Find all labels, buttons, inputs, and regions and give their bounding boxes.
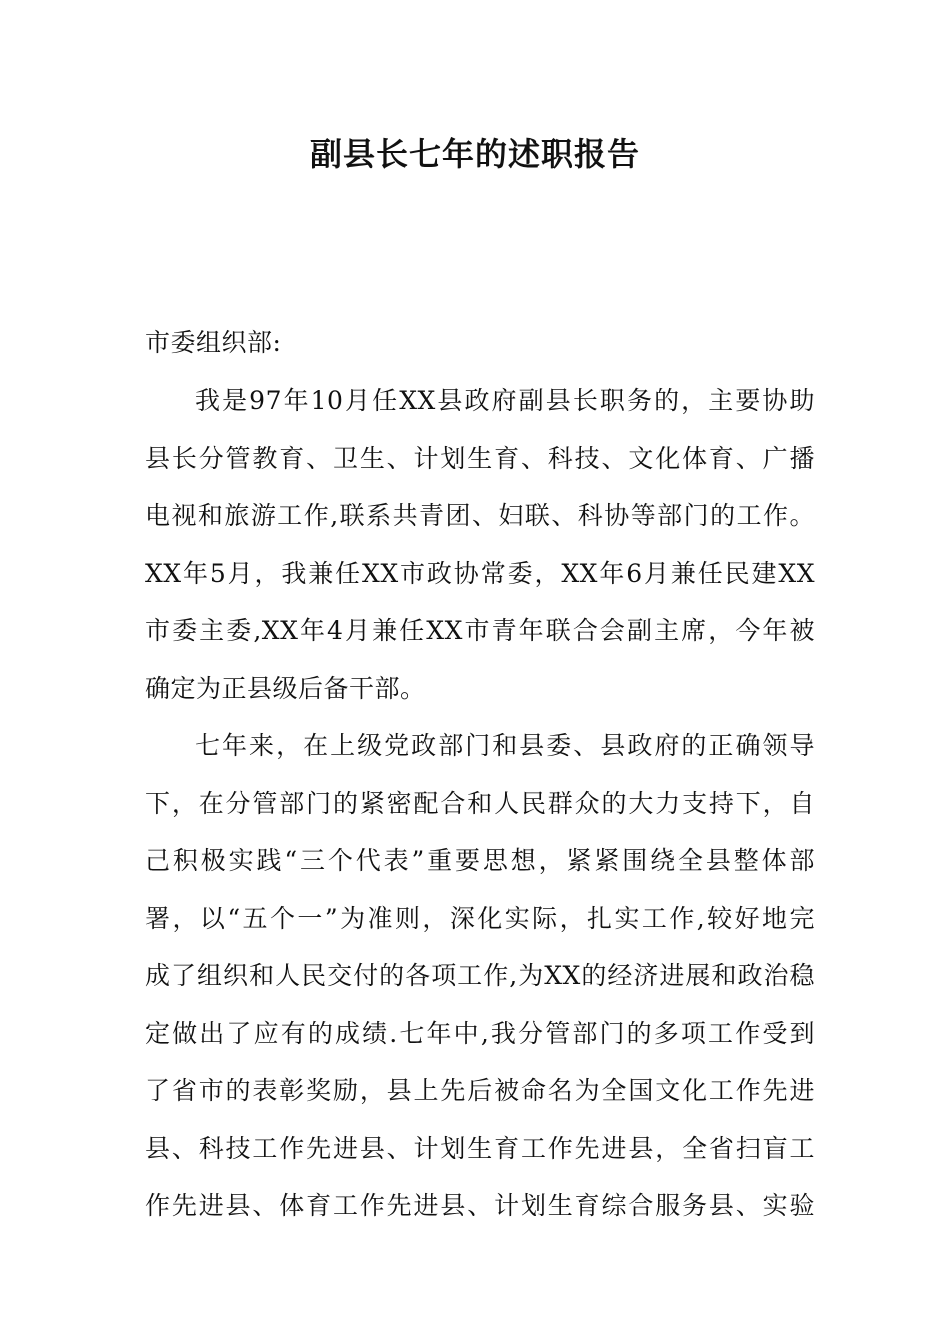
- paragraph-line: 署，以“五个一”为准则，深化实际，扎实工作,较好地完: [145, 903, 815, 933]
- paragraph-line: 县长分管教育、卫生、计划生育、科技、文化体育、广播: [145, 443, 815, 473]
- salutation-text: 市委组织部:: [145, 328, 282, 357]
- paragraph-line: 七年来，在上级党政部门和县委、县政府的正确领导: [195, 731, 815, 760]
- paragraph-line: 县、科技工作先进县、计划生育工作先进县，全省扫盲工: [145, 1133, 815, 1163]
- paragraph-line: 了省市的表彰奖励，县上先后被命名为全国文化工作先进: [145, 1076, 815, 1105]
- paragraph-achievements: [145, 717, 815, 1235]
- paragraph-line: 定做出了应有的成绩.七年中,我分管部门的多项工作受到: [145, 1018, 815, 1048]
- paragraph-line: XX年5月，我兼任XX市政协常委，XX年6月兼任民建XX: [145, 558, 815, 588]
- document-title: 副县长七年的述职报告: [309, 135, 640, 173]
- paragraph-line: 己积极实践“三个代表”重要思想，紧紧围绕全县整体部: [145, 846, 815, 875]
- paragraph-line: 市委主委,XX年4月兼任XX市青年联合会副主席，今年被: [145, 616, 815, 645]
- paragraph-line: 下，在分管部门的紧密配合和人民群众的大力支持下，自: [145, 788, 815, 818]
- paragraph-line: 电视和旅游工作,联系共青团、妇联、科协等部门的工作。: [145, 501, 815, 530]
- paragraph-line: 成了组织和人民交付的各项工作,为XX的经济进展和政治稳: [145, 961, 815, 990]
- paragraph-line: 确定为正县级后备干部。: [145, 673, 426, 703]
- paragraph-line: 作先进县、体育工作先进县、计划生育综合服务县、实验: [145, 1191, 815, 1220]
- paragraph-appointment: [145, 372, 815, 717]
- salutation: [145, 314, 815, 372]
- paragraph-line: 我是97年10月任XX县政府副县长职务的，主要协助: [195, 386, 815, 415]
